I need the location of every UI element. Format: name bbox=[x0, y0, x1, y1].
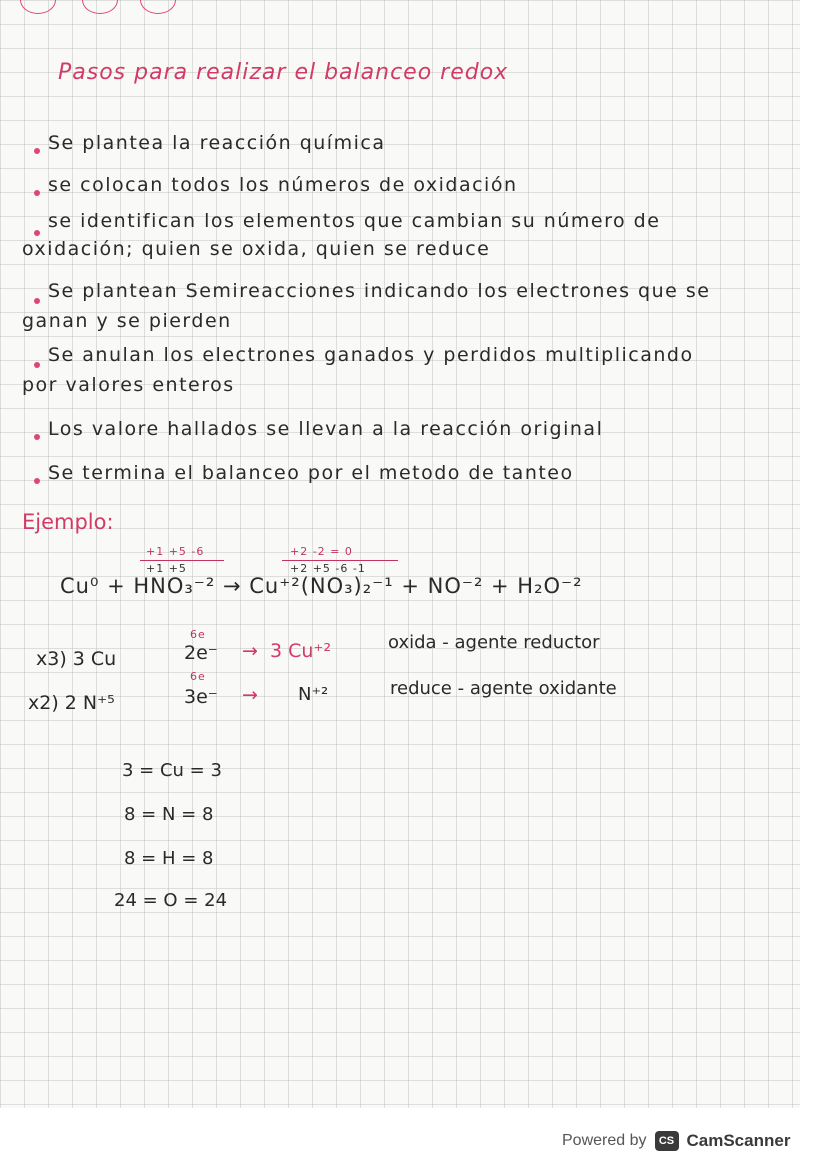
half-reaction-1-product: 3 Cu⁺² bbox=[270, 640, 332, 662]
redox-equation: Cu⁰ + HNO₃⁻² → Cu⁺²(NO₃)₂⁻¹ + NO⁻² + H₂O⁻² bbox=[60, 574, 583, 598]
page-title: Pasos para realizar el balanceo redox bbox=[58, 60, 509, 85]
page-top-circle-icon bbox=[82, 0, 118, 14]
bullet-icon bbox=[34, 148, 40, 154]
step-7: Se termina el balanceo por el metodo de tanteo bbox=[48, 462, 574, 484]
step-4-line-1: Se plantean Semireacciones indicando los electrones que se bbox=[48, 280, 711, 302]
balance-h: 8 = H = 8 bbox=[124, 848, 214, 869]
camscanner-logo-icon: CS bbox=[655, 1131, 679, 1151]
ox-numbers-right: +2 -2 = 0 bbox=[290, 545, 353, 558]
step-2: se colocan todos los números de oxidación bbox=[48, 174, 518, 196]
half-reaction-1-role: oxida - agente reductor bbox=[388, 632, 600, 653]
half-reaction-1-electrons: 2e⁻ bbox=[184, 642, 218, 664]
bullet-icon bbox=[34, 190, 40, 196]
half-reaction-1-arrow: → bbox=[242, 640, 258, 662]
bullet-icon bbox=[34, 478, 40, 484]
ox-underline-left bbox=[140, 560, 224, 561]
step-1: Se plantea la reacción química bbox=[48, 132, 386, 154]
half-reaction-2-electrons: 3e⁻ bbox=[184, 686, 218, 708]
ox-sub-left: +1 +5 bbox=[146, 562, 187, 575]
half-reaction-2-role: reduce - agente oxidante bbox=[390, 678, 617, 699]
half-reaction-2-crossed: 6e bbox=[190, 670, 206, 683]
bullet-icon bbox=[34, 298, 40, 304]
balance-n: 8 = N = 8 bbox=[124, 804, 214, 825]
example-label: Ejemplo: bbox=[22, 510, 114, 534]
bullet-icon bbox=[34, 230, 40, 236]
bullet-icon bbox=[34, 362, 40, 368]
camscanner-watermark bbox=[562, 1126, 790, 1156]
bullet-icon bbox=[34, 434, 40, 440]
ox-sub-right: +2 +5 -6 -1 bbox=[290, 562, 366, 575]
step-5-line-1: Se anulan los electrones ganados y perdidos multiplicando bbox=[48, 344, 694, 366]
step-5-line-2: por valores enteros bbox=[22, 374, 235, 396]
step-3-line-2: oxidación; quien se oxida, quien se reduce bbox=[22, 238, 491, 260]
page-top-circle-icon bbox=[20, 0, 56, 14]
camscanner-brand: CamScanner bbox=[686, 1131, 791, 1150]
half-reaction-1-multiplier: x3) 3 Cu bbox=[36, 648, 117, 670]
half-reaction-1-crossed: 6e bbox=[190, 628, 206, 641]
balance-o: 24 = O = 24 bbox=[114, 890, 228, 911]
ox-underline-right bbox=[282, 560, 398, 561]
step-6: Los valore hallados se llevan a la reacción original bbox=[48, 418, 604, 440]
step-4-line-2: ganan y se pierden bbox=[22, 310, 232, 332]
step-3-line-1: se identifican los elementos que cambian su número de bbox=[48, 210, 661, 232]
half-reaction-2-arrow: → bbox=[242, 684, 258, 706]
page-top-circle-icon bbox=[140, 0, 176, 14]
balance-cu: 3 = Cu = 3 bbox=[122, 760, 222, 781]
ox-numbers-left: +1 +5 -6 bbox=[146, 545, 205, 558]
powered-by-text: Powered by bbox=[562, 1132, 647, 1149]
half-reaction-2-multiplier: x2) 2 N⁺⁵ bbox=[28, 692, 115, 714]
half-reaction-2-product: N⁺² bbox=[298, 684, 329, 705]
